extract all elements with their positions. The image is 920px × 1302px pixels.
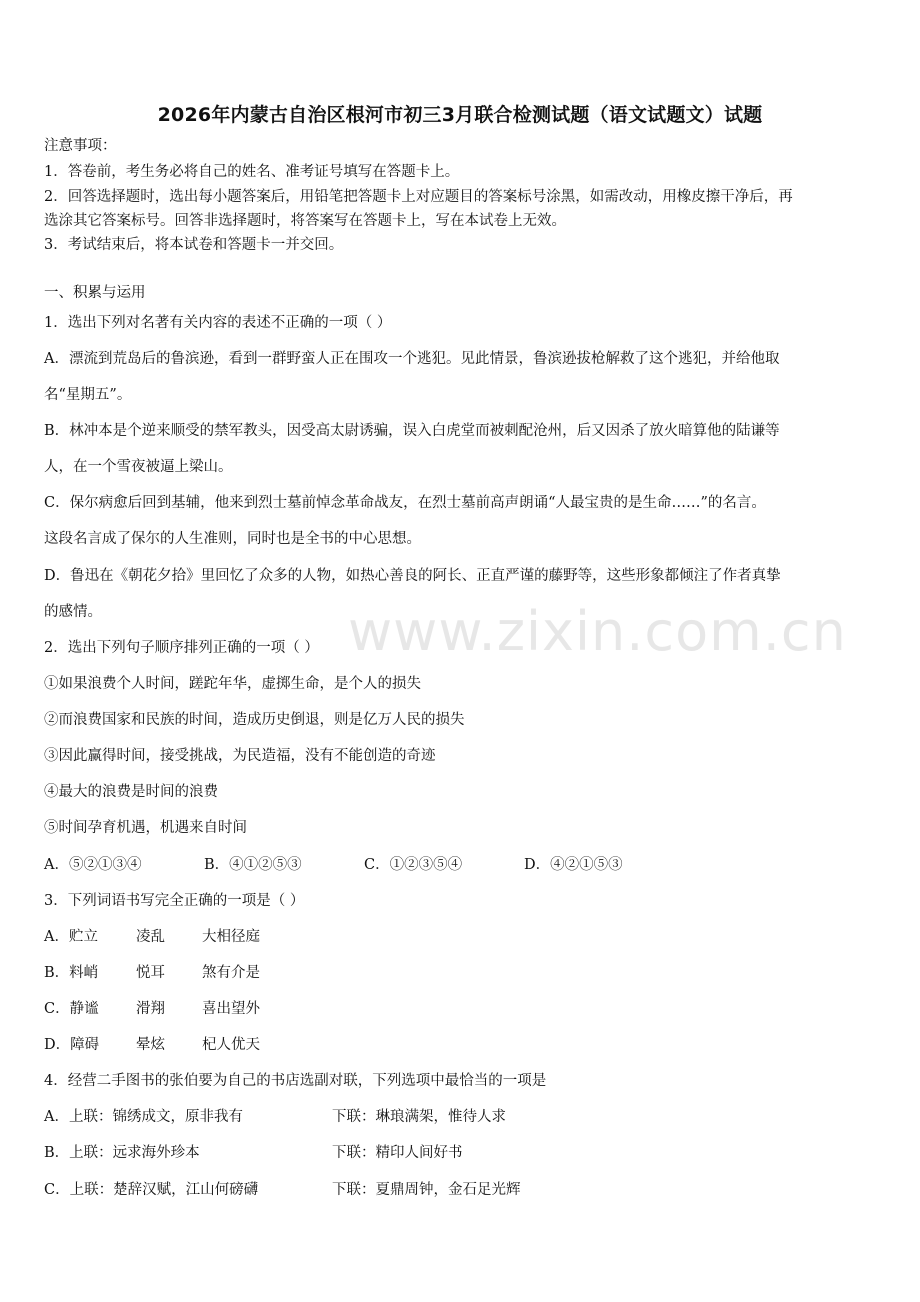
notice-item-2: 2．回答选择题时，选出每小题答案后，用铅笔把答题卡上对应题目的答案标号涂黑，如需改动，用橡皮擦干净后，再 — [44, 189, 793, 205]
q2-options — [44, 855, 864, 875]
q2-option-d: D．④②①⑤③ — [524, 857, 623, 873]
q3-option-d-word3: 杞人优天 — [202, 1037, 260, 1053]
q3-option-c-row — [44, 999, 444, 1019]
q3-option-a-word2: 凌乱 — [136, 929, 165, 945]
q4-option-b-upper: B．上联：远求海外珍本 — [44, 1145, 200, 1161]
q1-option-b: B．林冲本是个逆来顺受的禁军教头，因受高太尉诱骗，误入白虎堂而被刺配沧州，后又因杀了放火暗算他的陆谦等 — [44, 423, 780, 439]
q3-option-b-row — [44, 963, 444, 983]
q1-option-d-cont: 的感情。 — [44, 604, 102, 620]
page-title: 2026年内蒙古自治区根河市初三3月联合检测试题（语文试题文）试题 — [157, 104, 763, 126]
q2-sentence-4: ④最大的浪费是时间的浪费 — [44, 784, 218, 800]
q3-option-b-word3: 煞有介是 — [202, 965, 260, 981]
q2-option-c: C．①②③⑤④ — [364, 857, 463, 873]
q4-option-a-row — [44, 1107, 644, 1127]
q2-sentence-2: ②而浪费国家和民族的时间，造成历史倒退，则是亿万人民的损失 — [44, 712, 465, 728]
q1-stem: 1．选出下列对名著有关内容的表述不正确的一项（ ） — [44, 315, 392, 331]
notice-item-2-cont: 选涂其它答案标号。回答非选择题时，将答案写在答题卡上，写在本试卷上无效。 — [44, 213, 566, 229]
q1-option-a-cont: 名“星期五”。 — [44, 387, 132, 403]
q4-option-c-lower: 下联：夏鼎周钟，金石足光辉 — [332, 1182, 521, 1198]
notice-item-1: 1．答卷前，考生务必将自己的姓名、准考证号填写在答题卡上。 — [44, 164, 460, 180]
q3-option-a-row — [44, 927, 444, 947]
q3-option-b: B．料峭 — [44, 965, 99, 981]
q4-option-c-upper: C．上联：楚辞汉赋，江山何磅礴 — [44, 1182, 259, 1198]
q3-option-d: D．障碍 — [44, 1037, 100, 1053]
q1-option-b-cont: 人，在一个雪夜被逼上梁山。 — [44, 459, 233, 475]
section-heading: 一、积累与运用 — [44, 285, 146, 301]
q4-option-c-row — [44, 1180, 644, 1200]
q2-sentence-1: ①如果浪费个人时间，蹉跎年华，虚掷生命，是个人的损失 — [44, 676, 421, 692]
q3-option-a-word3: 大相径庭 — [202, 929, 260, 945]
q4-option-b-lower: 下联：精印人间好书 — [332, 1145, 463, 1161]
watermark: www.zixin.com.cn — [348, 600, 847, 663]
q1-option-d: D．鲁迅在《朝花夕拾》里回忆了众多的人物，如热心善良的阿长、正直严谨的藤野等，这些形象都倾注了作者真挚 — [44, 568, 781, 584]
q2-sentence-3: ③因此赢得时间，接受挑战，为民造福，没有不能创造的奇迹 — [44, 748, 436, 764]
notice-heading: 注意事项： — [44, 138, 117, 154]
q3-option-a: A．贮立 — [44, 929, 98, 945]
q3-option-c-word3: 喜出望外 — [202, 1001, 260, 1017]
q1-option-a: A．漂流到荒岛后的鲁滨逊，看到一群野蛮人正在围攻一个逃犯。见此情景，鲁滨逊拔枪解救了这个逃犯，并给他取 — [44, 351, 780, 367]
q4-option-a-upper: A．上联：锦绣成文，原非我有 — [44, 1109, 243, 1125]
q3-option-d-row — [44, 1035, 444, 1055]
q3-stem: 3．下列词语书写完全正确的一项是（ ） — [44, 893, 305, 909]
q1-option-c-cont: 这段名言成了保尔的人生准则，同时也是全书的中心思想。 — [44, 531, 421, 547]
q2-stem: 2．选出下列句子顺序排列正确的一项（ ） — [44, 640, 319, 656]
q2-sentence-5: ⑤时间孕育机遇，机遇来自时间 — [44, 820, 247, 836]
q3-option-b-word2: 悦耳 — [136, 965, 165, 981]
q4-stem: 4．经营二手图书的张伯要为自己的书店选副对联，下列选项中最恰当的一项是 — [44, 1073, 547, 1089]
q1-option-c: C．保尔病愈后回到基辅，他来到烈士墓前悼念革命战友，在烈士墓前高声朗诵“人最宝贵的是生命……”的名言。 — [44, 495, 766, 511]
q4-option-a-lower: 下联：琳琅满架，惟待人求 — [332, 1109, 506, 1125]
q3-option-c-word2: 滑翔 — [136, 1001, 165, 1017]
q3-option-d-word2: 晕炫 — [136, 1037, 165, 1053]
notice-item-3: 3．考试结束后，将本试卷和答题卡一并交回。 — [44, 237, 344, 253]
q2-option-a: A．⑤②①③④ — [44, 857, 142, 873]
q2-option-b: B．④①②⑤③ — [204, 857, 302, 873]
q3-option-c: C．静谧 — [44, 1001, 99, 1017]
q4-option-b-row — [44, 1143, 644, 1163]
